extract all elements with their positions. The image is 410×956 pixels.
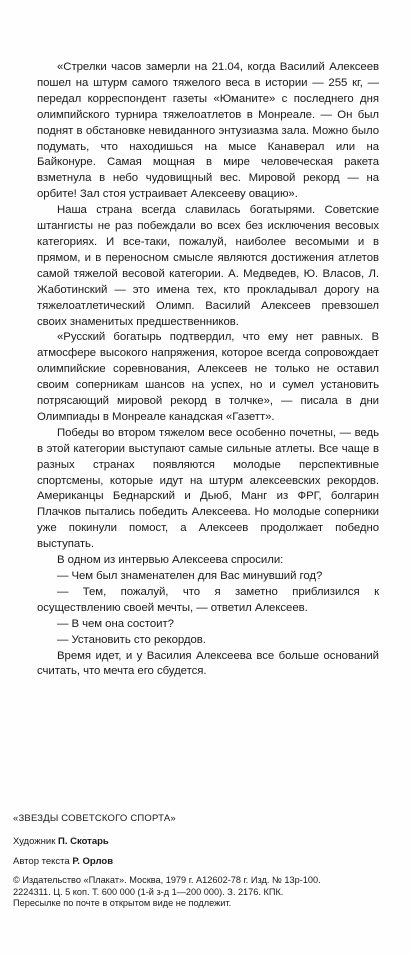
artist-label: Художник [13,836,56,847]
imprint-line-1: © Издательство «Плакат». Москва, 1979 г. А12602-78 г. Изд. № 13р-100. [13,875,321,885]
series-title: «ЗВЕЗДЫ СОВЕТСКОГО СПОРТА» [13,813,176,824]
article-paragraph-1: «Стрелки часов замерли на 21.04, когда Василий Алексеев пошел на штурм самого тяжелого веса в истории — 255 кг, — передал корреспондент газеты «Юманите» с последнего дня олимпийского турнира тяжелоатлетов в Монреале. — Он был поднят в обстановке невиданного энтузиазма зала. Можно было подумать, что находишься на мысе Канаверал или на Байконуре. Самая мощная в мире человеческая ракета взметнула в небо чудовищный вес. Мировой рекорд — на орбите! Зал стоя устраивает Алексееву овацию». [37,61,379,201]
article-paragraph-2: Наша страна всегда славилась богатырями. Советские штангисты не раз побеждали во всех без исключения весовых категориях. И все-таки, пожалуй, наиболее весомыми и в прямом, и в переносном смысле являются достижения атлетов самой тяжелой весовой категории. А. Медведев, Ю. Власов, Л. Жаботинский — это имена тех, кто прокладывал дорогу на тяжелоатлетический Олимп. Василий Алексеев превзошел своих знаменитых предшественников. [37,204,379,328]
author-name: Р. Орлов [72,856,114,867]
author-label: Автор текста [13,856,70,867]
article-paragraph-4: Победы во втором тяжелом весе особенно почетны, — ведь в этой категории выступают самые сильные атлеты. Все чаще в разных странах появляются молодые перспективные спортсмены, которые идут на штурм алексеевских рекордов. Американцы Беднарский и Дьюб, Манг из ФРГ, болгарин Плачков пытались победить Алексеева. Но молодые соперники уже покинули помост, а Алексеев продолжает победно выступать. [37,426,379,551]
mailing-note: Пересылке по почте в открытом виде не подлежит. [13,898,232,908]
dialog-answer-2: — Установить сто рекордов. [57,633,206,646]
imprint-line-2: 2224311. Ц. 5 коп. Т. 600 000 (1-й з-д 1—200 000). З. 2176. КПК. [13,886,284,897]
article-paragraph-5: В одном из интервью Алексеева спросили: [57,554,284,567]
dialog-question-1: — Чем был знаменателен для Вас минувший год? [57,570,323,582]
dialog-answer-1: — Тем, пожалуй, что я заметно приблизился к осуществлению своей мечты, — ответил Алексеев. [37,585,379,614]
author-credit [13,855,403,868]
artist-credit [13,835,403,848]
artist-name: П. Скотарь [58,836,109,847]
article-paragraph-final: Время идет, и у Василия Алексеева все больше оснований считать, что мечта его сбудется. [37,649,379,678]
article-body [37,60,379,680]
dialog-question-2: — В чем она состоит? [57,617,174,630]
article-paragraph-3: «Русский богатырь подтвердил, что ему нет равных. В атмосфере высокого напряжения, которое всегда сопровождает олимпийские соревнования, Алексеев не только не оставил своим соперникам шансов на успех, но и сумел установить потрясающий мировой рекорд в толчке», — писала в дни Олимпиады в Монреале канадская «Газетт». [37,331,379,423]
colophon [13,812,403,910]
